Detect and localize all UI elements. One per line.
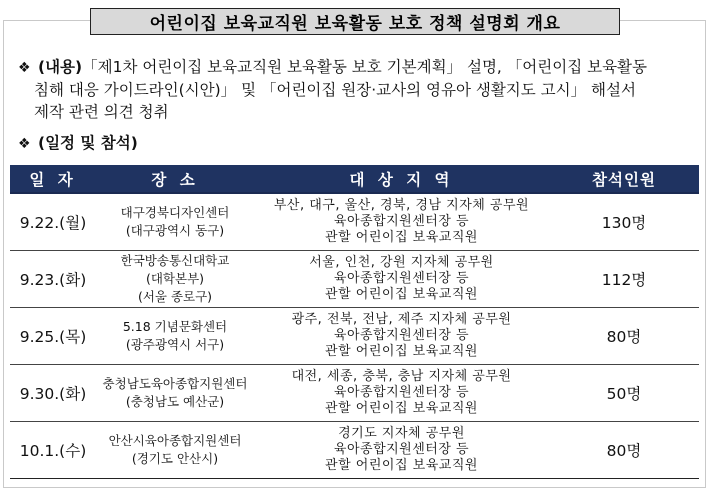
target-line: 육아종합지원센터장 등 bbox=[333, 385, 470, 400]
row-date: 9.22.(월) bbox=[10, 193, 96, 251]
target-line: 관할 어린이집 보육교직원 bbox=[325, 287, 478, 302]
target-line: 관할 어린이집 보육교직원 bbox=[325, 344, 478, 359]
place-name: 5.18 기념문화센터 bbox=[122, 319, 228, 334]
content-line-3: 제작 관련 의견 청취 bbox=[34, 103, 169, 121]
place-location: (대구광역시 동구) bbox=[125, 223, 225, 238]
target-line: 대전, 세종, 충북, 충남 지자체 공무원 bbox=[291, 369, 512, 384]
content-paragraph bbox=[18, 56, 698, 123]
place-location: (충청남도 예산군) bbox=[125, 394, 225, 409]
row-count: 130명 bbox=[549, 193, 699, 251]
content-line-2: 침해 대응 가이드라인(시안)」 및 「어린이집 원장·교사의 영유아 생활지도 고시」 해설서 bbox=[34, 81, 636, 99]
row-count: 50명 bbox=[549, 365, 699, 422]
place-sub: (대학본부) bbox=[145, 271, 205, 286]
row-count: 112명 bbox=[549, 251, 699, 308]
page-title: 어린이집 보육교직원 보육활동 보호 정책 설명회 개요 bbox=[90, 8, 620, 35]
row-place bbox=[96, 193, 254, 251]
target-line: 육아종합지원센터장 등 bbox=[333, 328, 470, 343]
row-target bbox=[254, 422, 549, 479]
content-label: (내용) bbox=[38, 58, 83, 76]
target-line: 경기도 지자체 공무원 bbox=[338, 426, 465, 441]
row-date: 10.1.(수) bbox=[10, 422, 96, 479]
row-place bbox=[96, 422, 254, 479]
schedule-table bbox=[10, 165, 699, 479]
place-name: 충청남도육아종합지원센터 bbox=[102, 376, 248, 391]
target-line: 관할 어린이집 보육교직원 bbox=[325, 458, 478, 473]
place-location: (광주광역시 서구) bbox=[125, 337, 225, 352]
target-line: 관할 어린이집 보육교직원 bbox=[325, 401, 478, 416]
row-place bbox=[96, 365, 254, 422]
place-location: (경기도 안산시) bbox=[131, 451, 219, 466]
target-line: 부산, 대구, 울산, 경북, 경남 지자체 공무원 bbox=[273, 198, 530, 213]
place-name: 한국방송통신대학교 bbox=[120, 253, 230, 268]
content-line-1 bbox=[18, 56, 698, 79]
diamond-bullet-icon: ❖ bbox=[18, 60, 31, 76]
row-place bbox=[96, 251, 254, 308]
table-row bbox=[10, 365, 699, 422]
place-name: 안산시육아종합지원센터 bbox=[108, 433, 242, 448]
header-target: 대 상 지 역 bbox=[254, 165, 549, 193]
row-target bbox=[254, 251, 549, 308]
table-row bbox=[10, 193, 699, 251]
table-row bbox=[10, 422, 699, 479]
row-count: 80명 bbox=[549, 422, 699, 479]
place-name: 대구경북디자인센터 bbox=[120, 205, 230, 220]
target-line: 서울, 인천, 강원 지자체 공무원 bbox=[309, 255, 494, 270]
target-line: 육아종합지원센터장 등 bbox=[333, 271, 470, 286]
table-row bbox=[10, 251, 699, 308]
schedule-heading bbox=[18, 131, 138, 153]
row-target bbox=[254, 193, 549, 251]
header-place: 장 소 bbox=[96, 165, 254, 193]
row-place bbox=[96, 308, 254, 365]
target-line: 육아종합지원센터장 등 bbox=[333, 442, 470, 457]
header-date: 일 자 bbox=[10, 165, 96, 193]
schedule-label: (일정 및 참석) bbox=[38, 134, 138, 152]
diamond-bullet-icon: ❖ bbox=[18, 136, 31, 152]
table-header-row bbox=[10, 165, 699, 193]
row-count: 80명 bbox=[549, 308, 699, 365]
place-location: (서울 종로구) bbox=[137, 289, 213, 304]
table-row bbox=[10, 308, 699, 365]
target-line: 관할 어린이집 보육교직원 bbox=[325, 230, 478, 245]
header-count: 참석인원 bbox=[549, 165, 699, 193]
row-date: 9.30.(화) bbox=[10, 365, 96, 422]
target-line: 육아종합지원센터장 등 bbox=[333, 214, 470, 229]
row-target bbox=[254, 308, 549, 365]
content-text-1: 「제1차 어린이집 보육교직원 보육활동 보호 기본계획」 설명, 「어린이집 보육활동 bbox=[82, 58, 647, 76]
row-date: 9.23.(화) bbox=[10, 251, 96, 308]
target-line: 광주, 전북, 전남, 제주 지자체 공무원 bbox=[291, 312, 512, 327]
row-date: 9.25.(목) bbox=[10, 308, 96, 365]
row-target bbox=[254, 365, 549, 422]
